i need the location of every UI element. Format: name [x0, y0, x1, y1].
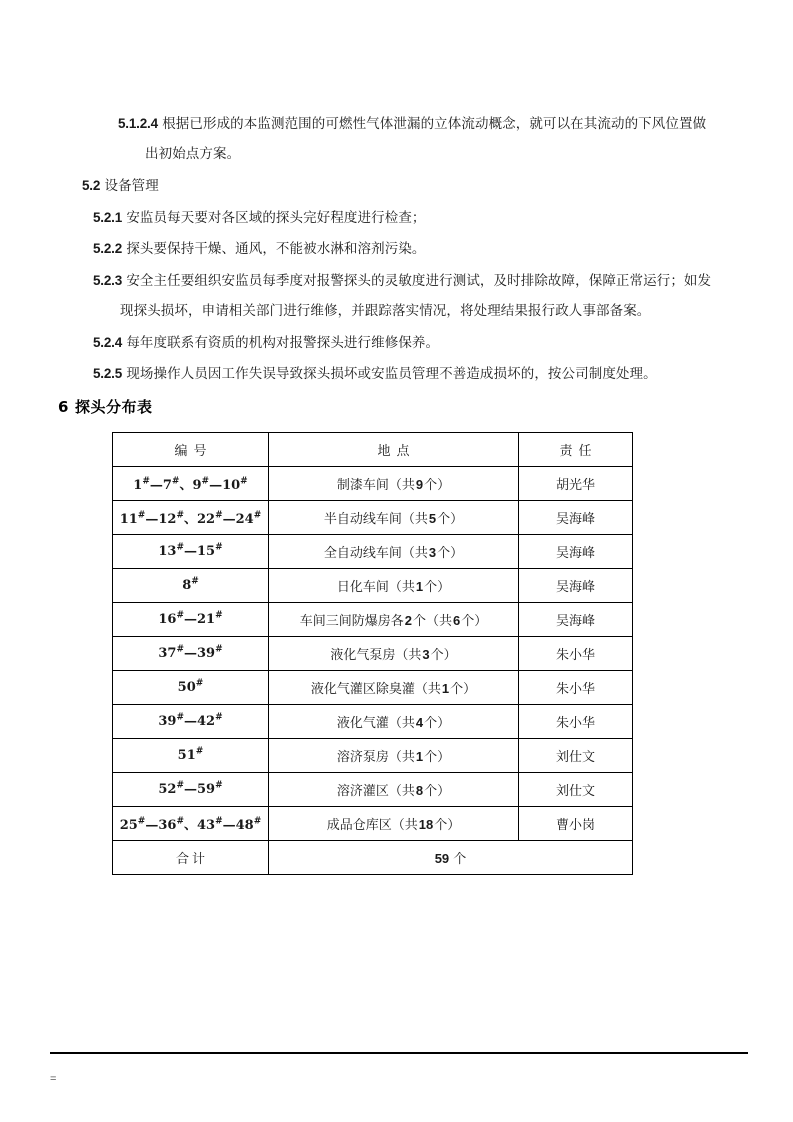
- probe-distribution-table: [112, 432, 633, 875]
- location-cell: 液化气泵房（共3个）: [269, 637, 519, 671]
- paragraph-5-2-1: [93, 202, 426, 234]
- section-heading: [58, 396, 152, 417]
- probe-id-cell: 1#—7#、9#—10#: [113, 467, 269, 501]
- owner-cell: 刘仕文: [519, 773, 633, 807]
- table-row: [113, 739, 633, 773]
- paragraph-number: 5.2.3: [93, 273, 123, 288]
- paragraph-number: 5.2.1: [93, 210, 123, 225]
- table-row: [113, 501, 633, 535]
- paragraph-text: 设备管理: [104, 178, 159, 194]
- paragraph-5-2-3-continued: [120, 296, 650, 327]
- paragraph-number: 5.2.5: [93, 366, 123, 381]
- probe-id-cell: 37#—39#: [113, 637, 269, 671]
- table-header-cell: 地点: [269, 433, 519, 467]
- location-cell: 制漆车间（共9个）: [269, 467, 519, 501]
- table-header-cell: 编号: [113, 433, 269, 467]
- paragraph-text: 现探头损坏，申请相关部门进行维修，并跟踪落实情况，将处理结果报行政人事部备案。: [120, 303, 651, 319]
- owner-cell: 吴海峰: [519, 569, 633, 603]
- table-row: [113, 603, 633, 637]
- paragraph-5-2-3: [93, 265, 711, 297]
- paragraph-text: 探头要保持干燥、通风，不能被水淋和溶剂污染。: [126, 241, 426, 257]
- owner-cell: 胡光华: [519, 467, 633, 501]
- location-cell: 液化气灌（共4个）: [269, 705, 519, 739]
- paragraph-text: 根据已形成的本监测范围的可燃性气体泄漏的立体流动概念，就可以在其流动的下风位置做: [162, 116, 707, 132]
- owner-cell: 朱小华: [519, 637, 633, 671]
- paragraph-text: 安全主任要组织安监员每季度对报警探头的灵敏度进行测试，及时排除故障，保障正常运行；如发: [126, 273, 712, 289]
- owner-cell: 曹小岗: [519, 807, 633, 841]
- total-value-cell: 59 个: [269, 841, 633, 875]
- probe-id-cell: 50#: [113, 671, 269, 705]
- paragraph-5-2-heading: [82, 170, 159, 202]
- paragraph-number: 5.1.2.4: [118, 116, 158, 131]
- probe-id-cell: 11#—12#、22#—24#: [113, 501, 269, 535]
- paragraph-5-1-2-4: [118, 108, 706, 140]
- table-total-row: [113, 841, 633, 875]
- paragraph-text: 出初始点方案。: [145, 146, 241, 162]
- table-row: [113, 807, 633, 841]
- table-row: [113, 705, 633, 739]
- paragraph-text: 每年度联系有资质的机构对报警探头进行维修保养。: [126, 335, 440, 351]
- probe-id-cell: 39#—42#: [113, 705, 269, 739]
- footer-separator: [50, 1052, 748, 1054]
- total-label-cell: 合计: [113, 841, 269, 875]
- paragraph-number: 5.2.2: [93, 241, 123, 256]
- owner-cell: 刘仕文: [519, 739, 633, 773]
- paragraph-5-2-4: [93, 327, 439, 359]
- location-cell: 全自动线车间（共3个）: [269, 535, 519, 569]
- probe-id-cell: 16#—21#: [113, 603, 269, 637]
- section-heading-number: 6: [58, 398, 69, 416]
- owner-cell: 吴海峰: [519, 501, 633, 535]
- table-body: [113, 433, 633, 875]
- table-row: [113, 569, 633, 603]
- location-cell: 日化车间（共1个）: [269, 569, 519, 603]
- table-row: [113, 671, 633, 705]
- paragraph-text: 安监员每天要对各区域的探头完好程度进行检查；: [126, 210, 426, 226]
- location-cell: 成品仓库区（共18个）: [269, 807, 519, 841]
- paragraph-5-2-2: [93, 233, 426, 265]
- location-cell: 车间三间防爆房各2个（共6个）: [269, 603, 519, 637]
- owner-cell: 朱小华: [519, 705, 633, 739]
- location-cell: 溶济灌区（共8个）: [269, 773, 519, 807]
- table-row: [113, 773, 633, 807]
- owner-cell: 朱小华: [519, 671, 633, 705]
- table-row: [113, 637, 633, 671]
- probe-id-cell: 8#: [113, 569, 269, 603]
- paragraph-5-2-5: [93, 358, 657, 390]
- table-header-cell: 责任: [519, 433, 633, 467]
- table-row: [113, 535, 633, 569]
- section-heading-text: 探头分布表: [74, 398, 153, 416]
- table-row: [113, 467, 633, 501]
- location-cell: 溶济泵房（共1个）: [269, 739, 519, 773]
- paragraph-number: 5.2: [82, 178, 101, 193]
- footer-mark: =: [50, 1073, 57, 1085]
- location-cell: 液化气灌区除臭灌（共1个）: [269, 671, 519, 705]
- owner-cell: 吴海峰: [519, 603, 633, 637]
- probe-id-cell: 13#—15#: [113, 535, 269, 569]
- probe-id-cell: 25#—36#、43#—48#: [113, 807, 269, 841]
- paragraph-5-1-2-4-continued: [145, 139, 240, 170]
- owner-cell: 吴海峰: [519, 535, 633, 569]
- table-header-row: [113, 433, 633, 467]
- paragraph-number: 5.2.4: [93, 335, 123, 350]
- probe-id-cell: 51#: [113, 739, 269, 773]
- probe-id-cell: 52#—59#: [113, 773, 269, 807]
- location-cell: 半自动线车间（共5个）: [269, 501, 519, 535]
- paragraph-text: 现场操作人员因工作失误导致探头损坏或安监员管理不善造成损坏的，按公司制度处理。: [126, 366, 657, 382]
